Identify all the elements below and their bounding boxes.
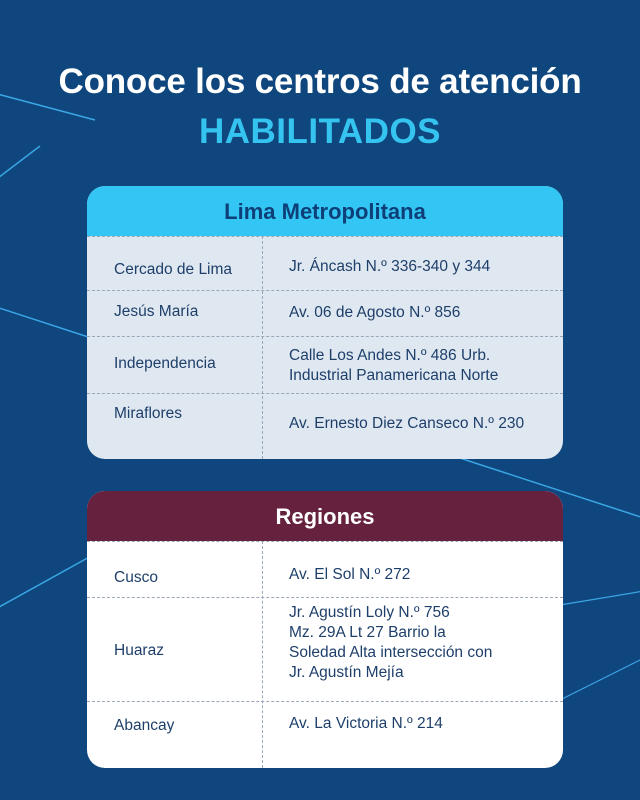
place-address: Jr. Áncash N.º 336-340 y 344: [289, 258, 491, 275]
place-address: Av. La Victoria N.º 214: [289, 715, 443, 732]
place-address: Calle Los Andes N.º 486 Urb. Industrial Panamericana Norte: [289, 347, 499, 384]
place-name: Jesús María: [114, 303, 199, 320]
place-name: Cusco: [114, 569, 158, 586]
place-name: Miraflores: [114, 405, 183, 422]
table-row: [87, 393, 563, 459]
place-address: Av. Ernesto Diez Canseco N.º 230: [289, 415, 525, 432]
page-subtitle: HABILITADOS: [198, 112, 442, 151]
page-title: Conoce los centros de atención: [58, 62, 582, 101]
table-row: [87, 701, 563, 768]
table-row: [87, 290, 563, 336]
place-address: Jr. Agustín Loly N.º 756 Mz. 29A Lt 27 Barrio la Soledad Alta intersección con Jr. Agustín Mejía: [289, 604, 493, 681]
table-row: [87, 336, 563, 393]
lima-card: [87, 186, 563, 459]
place-address: Av. 06 de Agosto N.º 856: [289, 304, 461, 321]
regiones-card: [87, 491, 563, 768]
place-name: Independencia: [114, 355, 216, 372]
place-name: Huaraz: [114, 642, 164, 659]
place-name: Cercado de Lima: [114, 261, 233, 278]
regiones-card-title: Regiones: [87, 491, 563, 541]
table-row: [87, 236, 563, 290]
place-name: Abancay: [114, 717, 175, 734]
table-row: [87, 541, 563, 597]
place-address: Av. El Sol N.º 272: [289, 566, 411, 583]
table-row: [87, 597, 563, 701]
lima-card-title: Lima Metropolitana: [87, 186, 563, 236]
